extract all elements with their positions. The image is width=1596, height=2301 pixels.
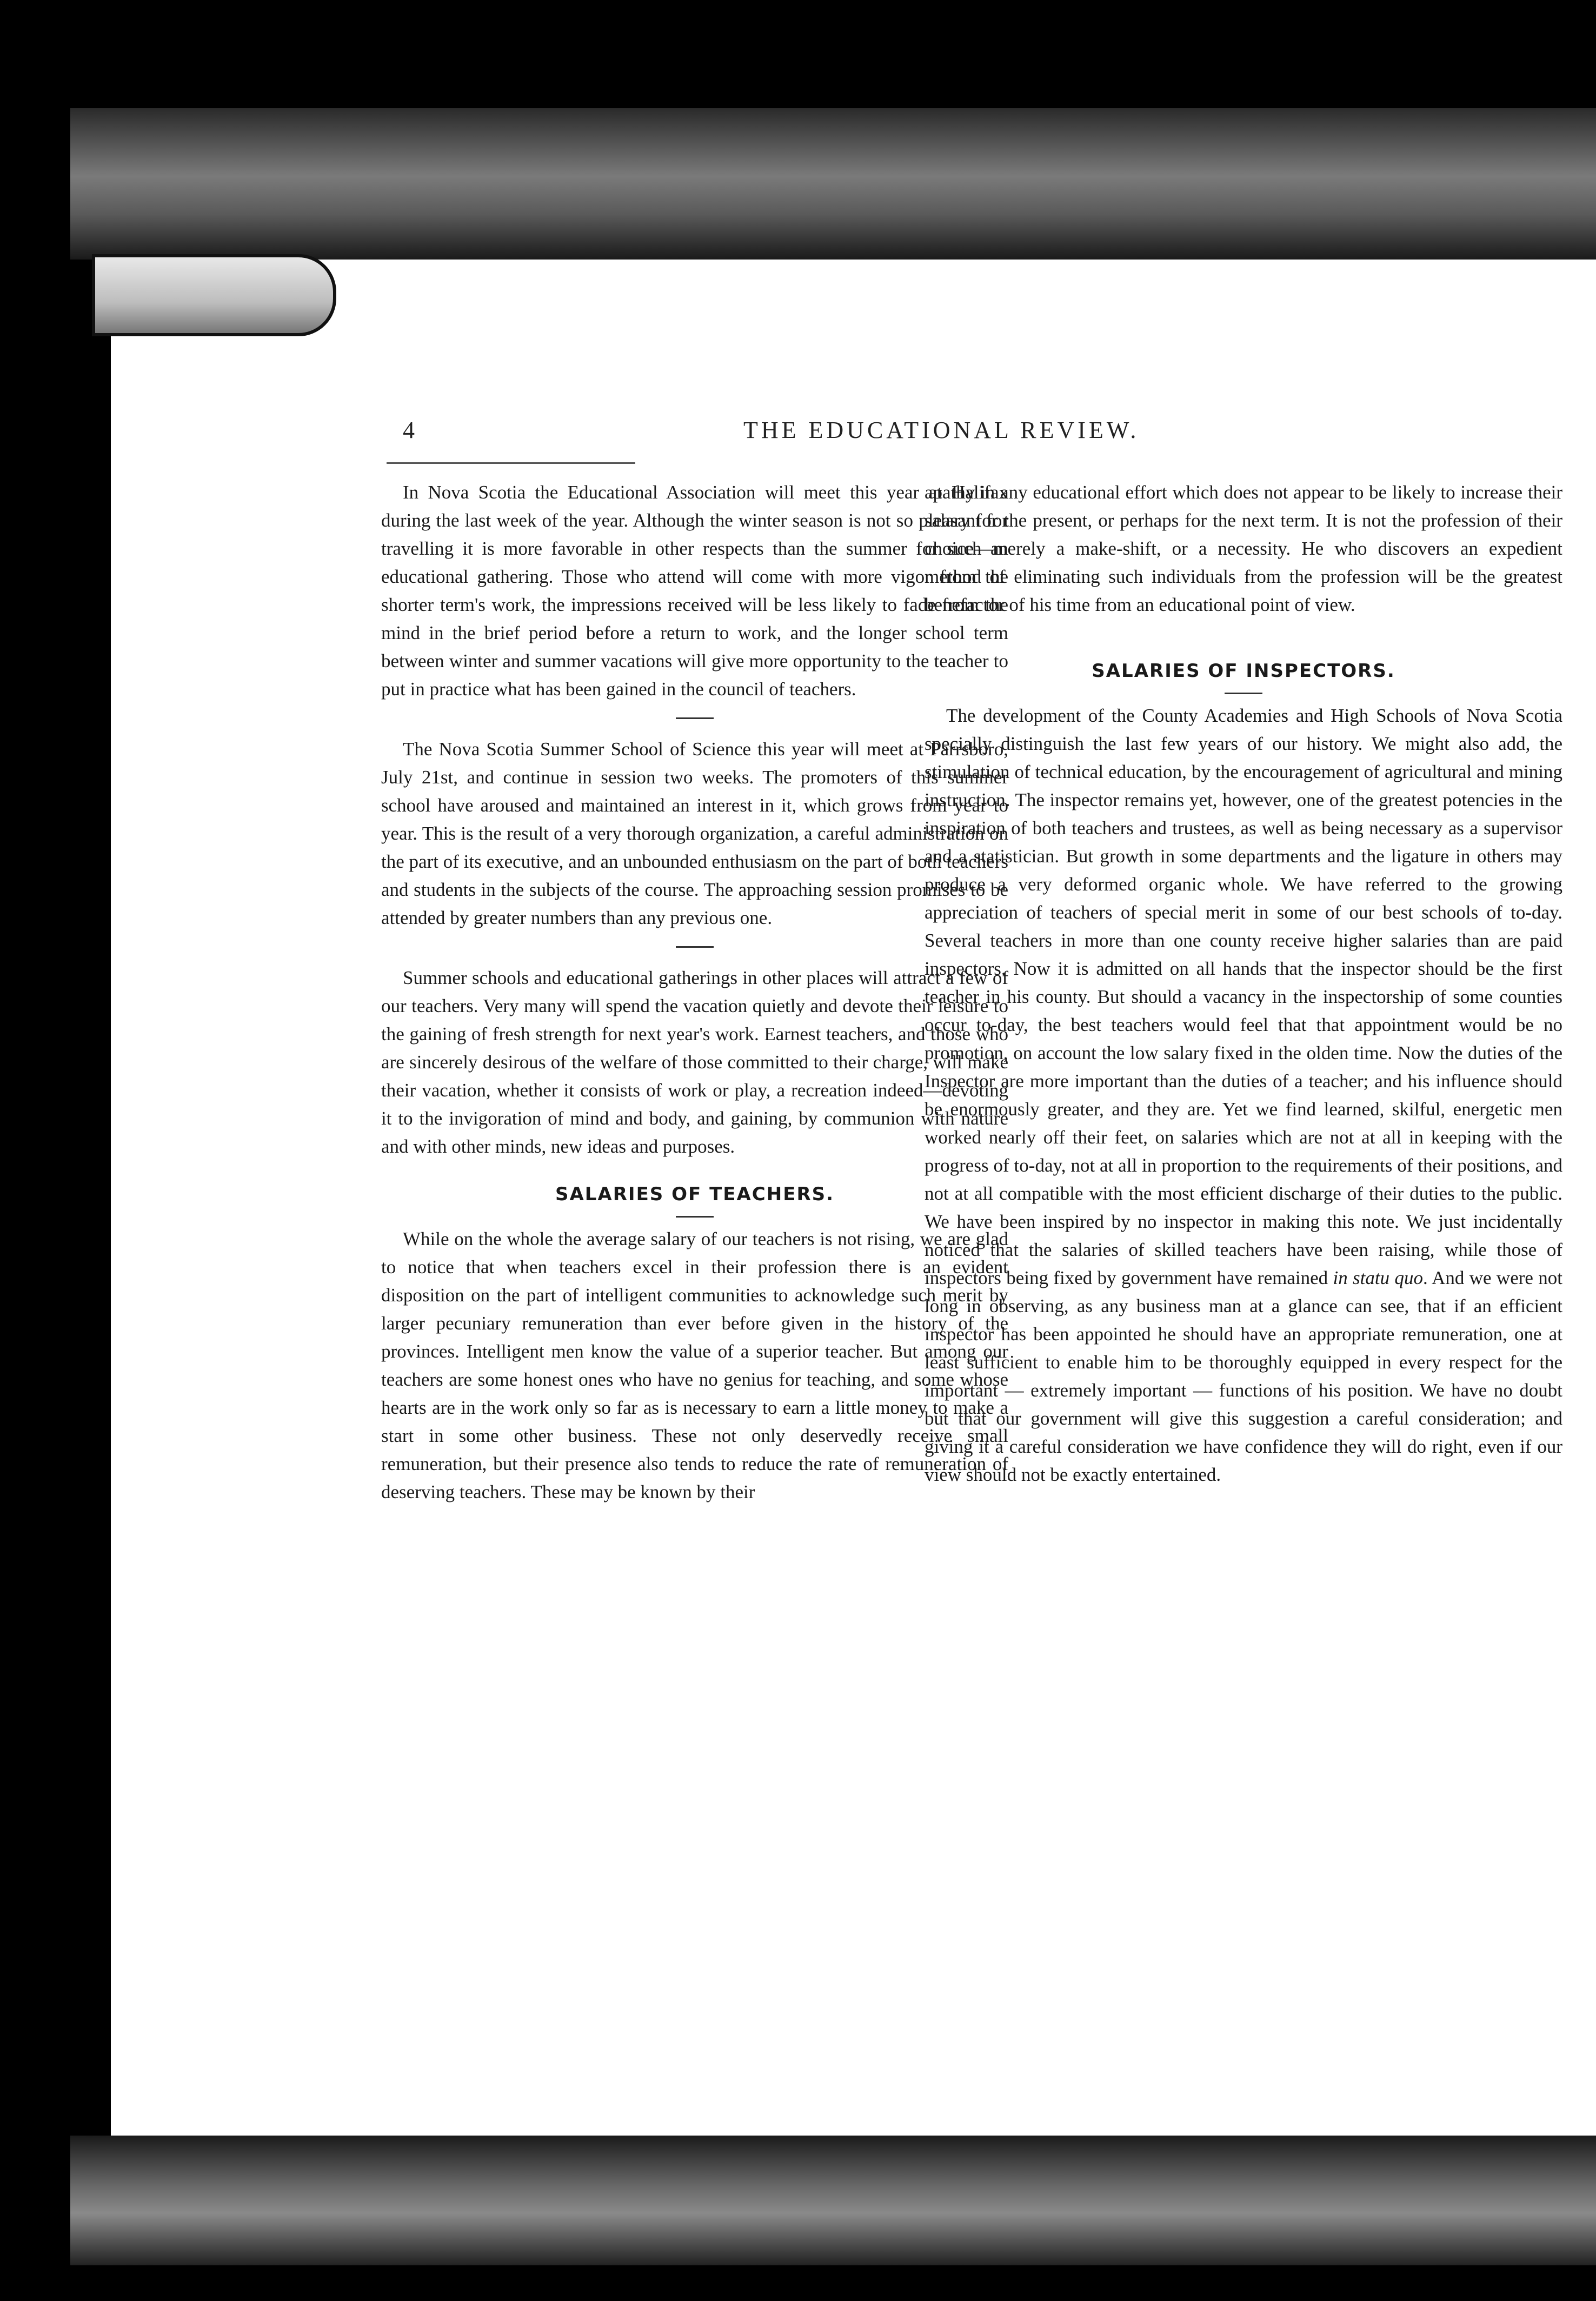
header-rule: [387, 462, 635, 464]
paragraph-educational-association: In Nova Scotia the Educational Association will meet this year at Halifax during the last week of the year. Although the winter season is not so pleasant for travelling it is more favorable in other respects than the summer for such an educational gathering. Those who attend will come with more vigor from the shorter term's work, the impressions received will be less likely to fade from the mind in the brief period before a return to work, and the longer school term between winter and summer vacations will give more opportunity to the teacher to put in practice what has been gained in the council of teachers.: [381, 482, 1008, 700]
heading-rule: [1225, 693, 1262, 694]
inspectors-text-part-b: . And we were not long in observing, as any business man at a glance can see, that if an efficient inspector has been appointed he should have an appropriate remuneration, one at least sufficient to enable him to be thoroughly equipped in every respect for the important — extremely important — functions of his position. We have no doubt but that our government will give this suggestion a careful consideration; and giving it a careful consideration we have confidence they will do right, even if our view should not be exactly entertained.: [925, 1267, 1563, 1485]
paragraph-salaries-inspectors: [925, 702, 1562, 1489]
inspectors-text-part-a: The development of the County Academies and High Schools of Nova Scotia specially distinguish the last few years of our history. We might also add, the stimulation of technical education, by the encouragement of agricultural and mining instruction. The inspector remains yet, however, one of the greatest potencies in the inspiration of both teachers and trustees, as well as being necessary as a supervisor and a statistician. But growth in some departments and the ligature in others may produce a very deformed organic whole. We have referred to the growing appreciation of teachers of special merit in some of our best schools of to-day. Several teachers in more than one county receive higher salaries than are paid inspectors. Now it is admitted on all hands that the inspector should be the first teacher in his county. But should a vacancy in the inspectorship of some counties occur to-day, the best teachers would feel that that appointment would be no promotion, on account the low salary fixed in the olden time. Now the duties of the Inspector are more important than the duties of a teacher; and his influence should be enormously greater, and they are. Yet we find learned, skilful, energetic men worked nearly off their feet, on salaries which are not at all in keeping with the progress of to-day, not at all in proportion to the requirements of their positions, and not at all compatible with the most efficient discharge of their duties to the public. We have been inspired by no inspector in making this note. We just incidentally noticed that the salaries of skilled teachers have been raising, while those of inspectors being fixed by government have remained: [925, 705, 1562, 1288]
section-divider: [676, 946, 714, 948]
paragraph-continued: apathy in any educational effort which does not appear to be likely to increase their salary for the present, or perhaps for the next term. It is not the profession of their choice—merely a make-shift, or a necessity. He who discovers an expedient method of eliminating such individuals from the profession will be the greatest benefactor of his time from an educational point of view.: [925, 482, 1562, 615]
heading-salaries-of-inspectors: SALARIES OF INSPECTORS.: [1092, 660, 1395, 682]
page-header: [111, 416, 1596, 454]
paragraph-salaries-teachers: While on the whole the average salary of our teachers is not rising, we are glad to notice that when teachers excel in their profession there is an evident disposition on the part of intelligent communities to acknowledge such merit by larger pecuniary remuneration than ever before given in the history of the provinces. Intelligent men know the value of a superior teacher. But among our teachers are some honest ones who have no genius for teaching, and some whose hearts are in the work only so far as is necessary to earn a little money to make a start in some other business. These not only deservedly receive small remuneration, but their presence also tends to reduce the rate of remuneration of deserving teachers. These may be known by their: [381, 1228, 1008, 1502]
heading-salaries-of-teachers: SALARIES OF TEACHERS.: [555, 1183, 835, 1205]
italic-phrase: in statu quo: [1333, 1267, 1423, 1288]
heading-rule: [676, 1216, 714, 1218]
binder-clip: [92, 254, 336, 336]
film-top-strip: [70, 108, 1596, 260]
section-divider: [676, 717, 714, 719]
paragraph-summer-school: The Nova Scotia Summer School of Science this year will meet at Parrsboro, July 21st, and continue in session two weeks. The promoters of this summer school have aroused and maintained an interest in it, which grows from year to year. This is the result of a very thorough organization, a careful administration on the part of its executive, and an unbounded enthusiasm on the part of both teachers and students in the subjects of the course. The approaching session promises to be attended by greater numbers than any previous one.: [381, 739, 1008, 928]
right-column: [925, 478, 1562, 1489]
left-column: [381, 478, 1008, 1506]
document-page: [111, 260, 1596, 2136]
running-head: THE EDUCATIONAL REVIEW.: [743, 417, 1140, 443]
film-bottom-strip: [70, 2136, 1596, 2265]
paragraph-summer-vacation: Summer schools and educational gatherings in other places will attract a few of our teachers. Very many will spend the vacation quietly and devote their leisure to the gaining of fresh strength for next year's work. Earnest teachers, and those who are sincerely desirous of the welfare of those committed to their charge, will make their vacation, whether it consists of work or play, a recreation indeed—devoting it to the invigoration of mind and body, and gaining, by communion with nature and with other minds, new ideas and purposes.: [381, 967, 1008, 1157]
page-number: 4: [403, 417, 415, 443]
